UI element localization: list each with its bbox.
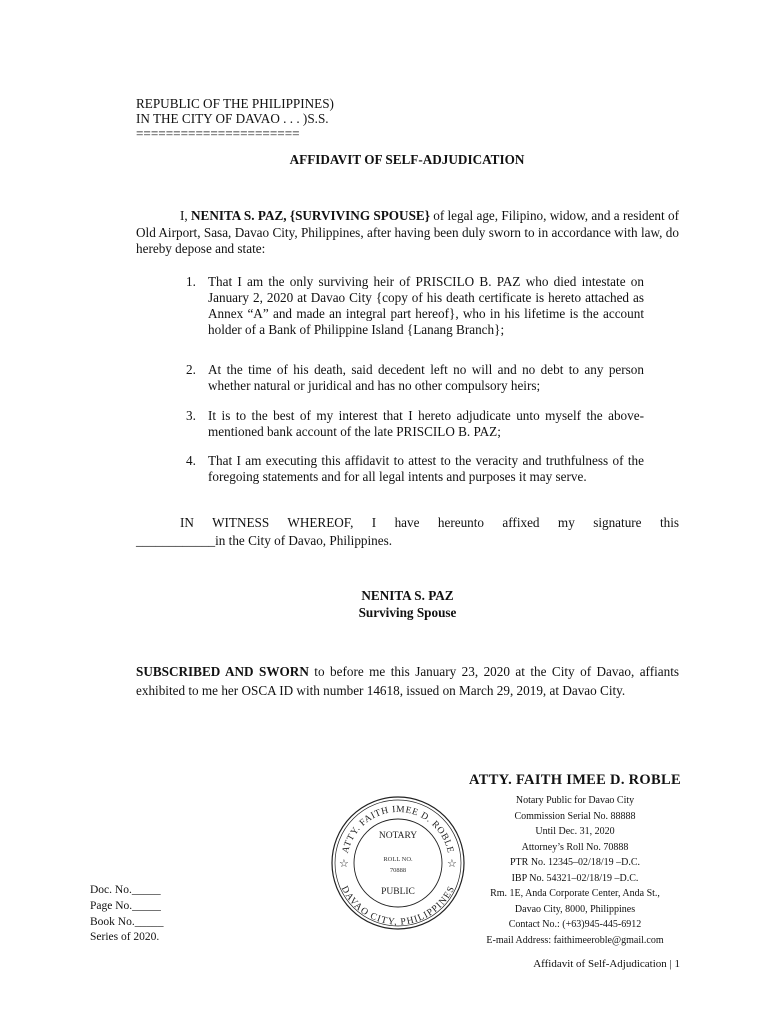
notary-line: Until Dec. 31, 2020 — [535, 826, 615, 837]
jurat-lead: SUBSCRIBED AND SWORN — [136, 664, 309, 679]
caption-republic: REPUBLIC OF THE PHILIPPINES) — [136, 96, 334, 111]
notary-line: Commission Serial No. 88888 — [514, 810, 636, 822]
notary-name: ATTY. FAITH IMEE D. ROBLE — [469, 772, 681, 788]
seal-public-label: PUBLIC — [381, 887, 415, 897]
notary-line: Notary Public for Davao City — [515, 795, 635, 806]
item-text: At the time of his death, said decedent left no will and no debt to any person whether natural or juridical and has no other compulsory heirs; — [208, 362, 644, 393]
docket-block — [90, 883, 163, 946]
signature-block — [136, 587, 679, 621]
notary-line: Attorney’s Roll No. 70888 — [521, 841, 629, 853]
signatory-name: NENITA S. PAZ — [361, 588, 454, 603]
statement-item-3 — [186, 408, 644, 442]
notary-line: Contact No.: (+63)945-445-6912 — [508, 919, 642, 930]
seal-top-text: ATTY. FAITH IMEE D. ROBLE — [340, 804, 456, 855]
intro-text: of legal age, Filipino, widow, and a resident of Old Airport, Sasa, Davao City, Philippines, after having been duly sworn to in accordance with law, do hereby depose and state: — [136, 208, 679, 256]
item-number: 3. — [186, 408, 196, 423]
page-footer: Affidavit of Self-Adjudication | 1 — [533, 958, 680, 970]
seal-star-left-icon: ☆ — [339, 858, 349, 870]
notary-line: IBP No. 54321–02/18/19 –D.C. — [511, 872, 639, 884]
page-number: Page No._____ — [90, 899, 161, 912]
item-number: 4. — [186, 453, 196, 468]
witness-line-2: ____________in the City of Davao, Philippines. — [136, 533, 393, 548]
notary-line: PTR No. 12345–02/18/19 –D.C. — [509, 857, 640, 868]
notary-block — [460, 772, 690, 948]
item-number: 1. — [186, 274, 196, 289]
notary-seal — [328, 793, 468, 933]
caption-divider: ====================== — [136, 126, 300, 141]
affiant-name: NENITA S. PAZ, {SURVIVING SPOUSE} — [191, 208, 430, 223]
statement-item-4 — [186, 453, 644, 503]
jurat-paragraph — [136, 662, 679, 700]
seal-roll-number: 70888 — [389, 867, 407, 874]
seal-notary-label: NOTARY — [378, 831, 418, 841]
item-text: That I am the only surviving heir of PRISCILO B. PAZ who died intestate on January 2, 2020 at Davao City {copy of his death certificate is hereto attached as Annex “A” and made an integral part hereof}, who in his lifetime is the account holder of a Bank of Philippine Island {Lanang Branch}; — [208, 274, 644, 337]
seal-star-right-icon: ☆ — [447, 858, 457, 870]
book-number: Book No._____ — [90, 915, 164, 928]
item-number: 2. — [186, 362, 196, 377]
series-year: Series of 2020. — [90, 931, 160, 944]
jurat-text: to before me this January 23, 2020 at the City of Davao, affiants exhibited to me her OSCA ID with number 14618, issued on March 29, 2019, at Davao City. — [136, 664, 680, 698]
signatory-role: Surviving Spouse — [358, 605, 457, 620]
intro-prefix: I, — [180, 208, 192, 223]
caption-city: IN THE CITY OF DAVAO . . . )S.S. — [136, 111, 329, 126]
notary-line: Davao City, 8000, Philippines — [514, 903, 636, 915]
item-text: That I am executing this affidavit to attest to the veracity and truthfulness of the foregoing statements and for all legal intents and purposes it may serve. — [208, 453, 644, 484]
seal-roll-label: ROLL NO. — [383, 856, 413, 863]
witness-clause — [136, 514, 679, 550]
intro-paragraph — [136, 208, 679, 258]
item-text: It is to the best of my interest that I hereto adjudicate unto myself the above-mentioned bank account of the late PRISCILO B. PAZ; — [208, 408, 644, 439]
statement-item-1 — [186, 274, 644, 354]
seal-bottom-text: DAVAO CITY, PHILIPPINES — [338, 884, 458, 928]
witness-line-1: IN WITNESS WHEREOF, I have hereunto affixed my signature this — [180, 515, 679, 530]
statement-item-2 — [186, 362, 644, 396]
document-title: AFFIDAVIT OF SELF-ADJUDICATION — [289, 152, 525, 167]
caption-block — [136, 96, 334, 141]
notary-line: E-mail Address: faithimeeroble@gmail.com — [486, 934, 664, 946]
doc-number: Doc. No._____ — [90, 884, 161, 896]
notary-line: Rm. 1E, Anda Corporate Center, Anda St., — [490, 888, 660, 899]
